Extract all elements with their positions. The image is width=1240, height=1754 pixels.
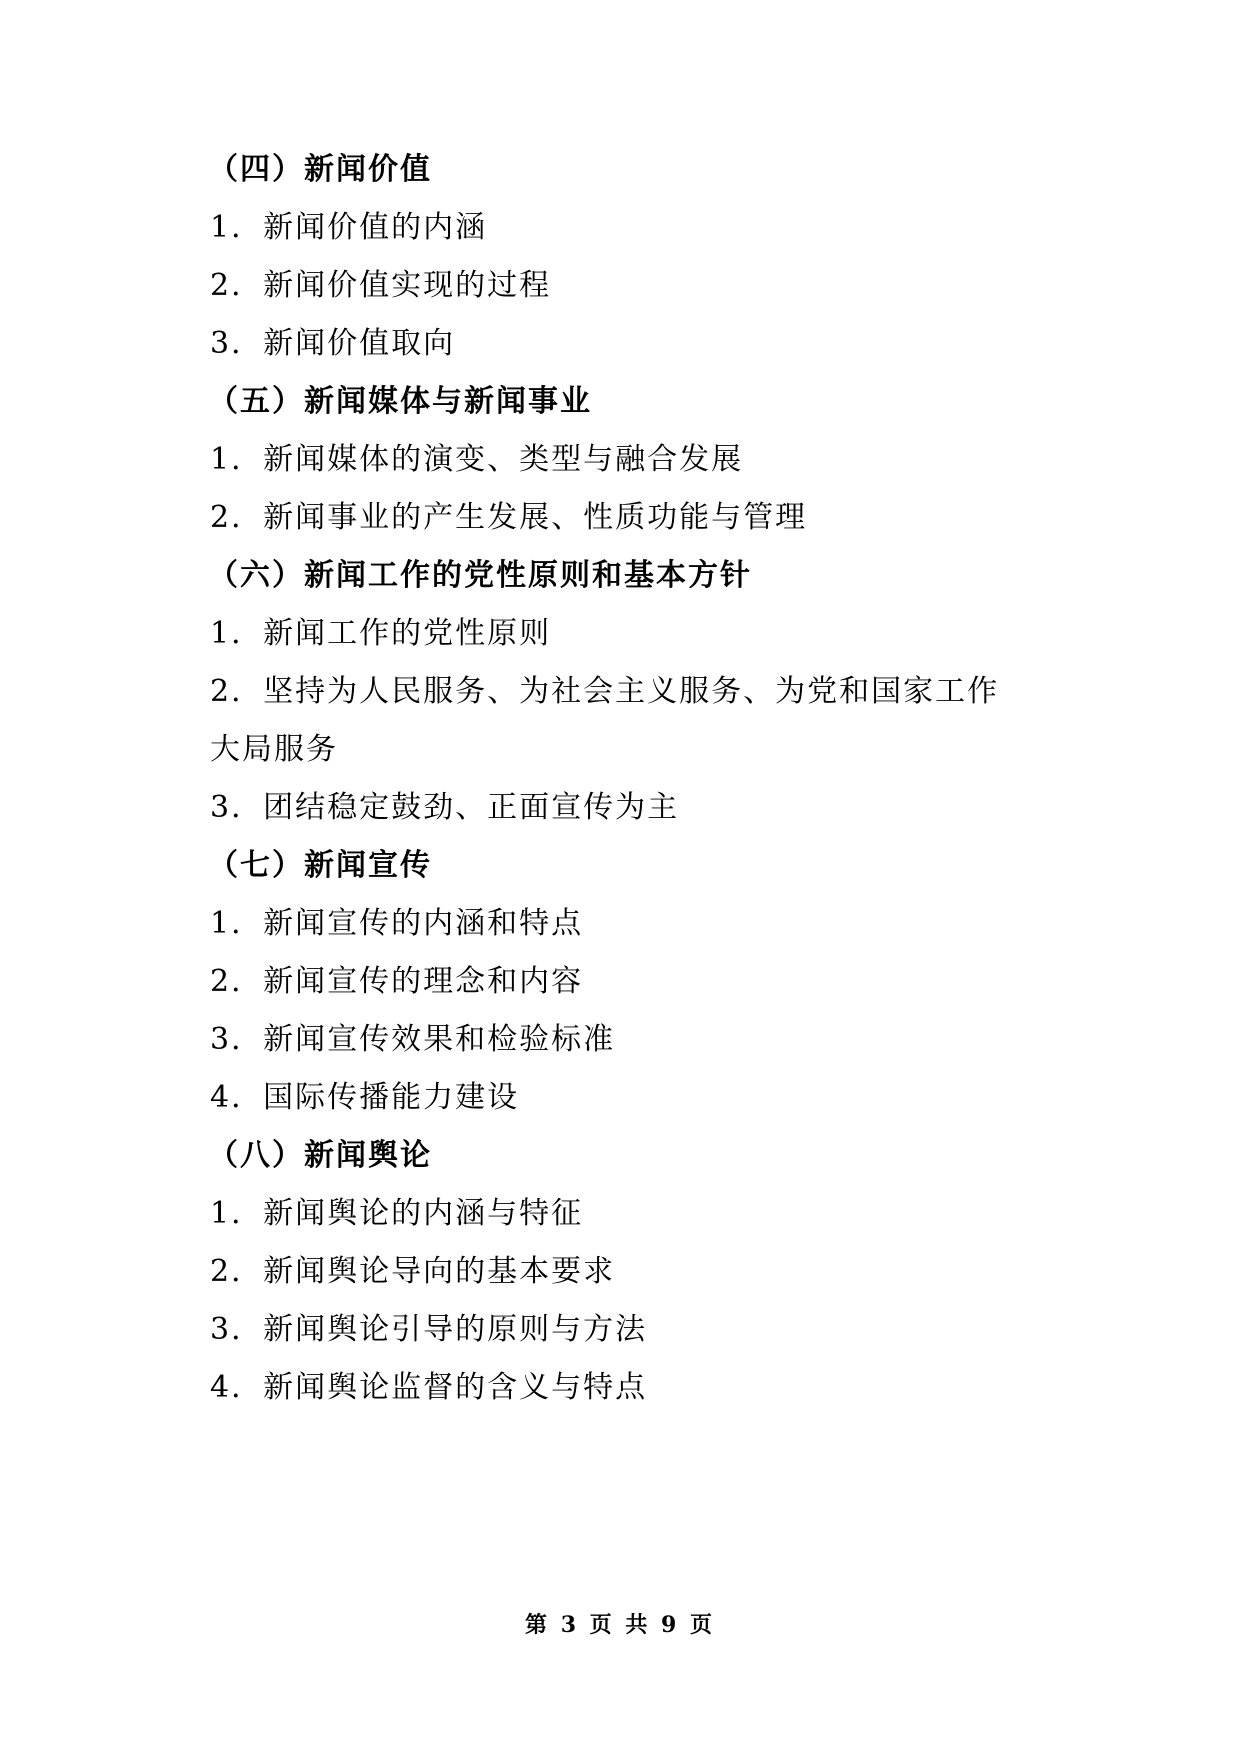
section-heading: （五）新闻媒体与新闻事业 bbox=[208, 384, 592, 419]
list-item: 4．国际传播能力建设 bbox=[210, 1080, 520, 1115]
list-item: 3．新闻宣传效果和检验标准 bbox=[210, 1022, 616, 1057]
section-heading: （八）新闻舆论 bbox=[208, 1138, 432, 1173]
section-heading: （六）新闻工作的党性原则和基本方针 bbox=[208, 558, 752, 593]
section-heading: （七）新闻宣传 bbox=[208, 848, 432, 883]
list-item: 大局服务 bbox=[210, 732, 338, 767]
list-item: 2．坚持为人民服务、为社会主义服务、为党和国家工作 bbox=[210, 674, 1000, 709]
list-item: 1．新闻媒体的演变、类型与融合发展 bbox=[210, 442, 744, 477]
section-heading: （四）新闻价值 bbox=[208, 152, 432, 187]
list-item: 2．新闻舆论导向的基本要求 bbox=[210, 1254, 616, 1289]
list-item: 1．新闻工作的党性原则 bbox=[210, 616, 552, 651]
page-footer: 第 3 页 共 9 页 bbox=[525, 1612, 715, 1638]
list-item: 4．新闻舆论监督的含义与特点 bbox=[210, 1370, 648, 1405]
list-item: 3．新闻舆论引导的原则与方法 bbox=[210, 1312, 648, 1347]
list-item: 2．新闻价值实现的过程 bbox=[210, 268, 552, 303]
list-item: 2．新闻宣传的理念和内容 bbox=[210, 964, 584, 999]
list-item: 3．新闻价值取向 bbox=[210, 326, 456, 361]
list-item: 1．新闻舆论的内涵与特征 bbox=[210, 1196, 584, 1231]
list-item: 1．新闻价值的内涵 bbox=[210, 210, 488, 245]
list-item: 1．新闻宣传的内涵和特点 bbox=[210, 906, 584, 941]
list-item: 3．团结稳定鼓劲、正面宣传为主 bbox=[210, 790, 680, 825]
list-item: 2．新闻事业的产生发展、性质功能与管理 bbox=[210, 500, 808, 535]
